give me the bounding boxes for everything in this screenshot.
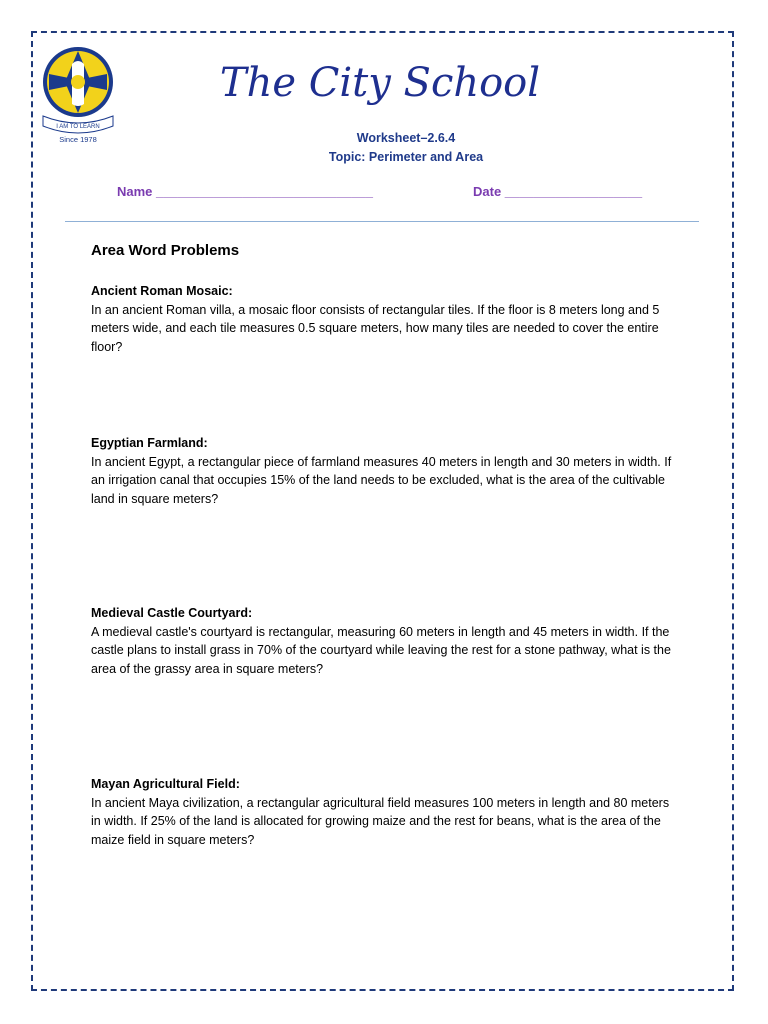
worksheet-topic: Topic: Perimeter and Area bbox=[328, 150, 484, 164]
header-divider bbox=[65, 221, 699, 222]
problem-title: Mayan Agricultural Field: bbox=[91, 777, 240, 791]
date-field: Date ___________________ bbox=[473, 184, 643, 199]
problem-text: A medieval castle's courtyard is rectangular, measuring 60 meters in length and 45 meters in width. If the castle plans to install grass in 70% of the courtyard while leaving the rest for a stone pathway, what is the area of the grassy area in square meters? bbox=[91, 624, 671, 676]
problem-title: Egyptian Farmland: bbox=[91, 436, 208, 450]
problem-item bbox=[91, 604, 681, 678]
worksheet-number: Worksheet–2.6.4 bbox=[356, 131, 456, 145]
problem-title: Medieval Castle Courtyard: bbox=[91, 606, 253, 620]
name-field: Name ______________________________ bbox=[117, 184, 373, 199]
problem-title: Ancient Roman Mosaic: bbox=[91, 284, 233, 298]
problem-item bbox=[91, 282, 681, 356]
problem-item bbox=[91, 434, 681, 508]
school-logo bbox=[39, 44, 117, 148]
problem-item bbox=[91, 775, 681, 849]
problem-text: In ancient Egypt, a rectangular piece of farmland measures 40 meters in length and 30 meters in width. If an irrigation canal that occupies 15% of the land needs to be excluded, what is the area of the cultivable land in square meters? bbox=[91, 454, 672, 506]
problem-text: In ancient Maya civilization, a rectangular agricultural field measures 100 meters in length and 80 meters in width. If 25% of the land is allocated for growing maize and the rest for beans, what is the area of the maize field in square meters? bbox=[91, 795, 670, 847]
problem-text: In an ancient Roman villa, a mosaic floor consists of rectangular tiles. If the floor is 8 meters long and 5 meters wide, and each tile measures 0.5 square meters, how many tiles are needed to cover the entire floor? bbox=[91, 302, 660, 354]
logo-motto: I AM TO LEARN bbox=[56, 124, 100, 130]
logo-since: Since 1978 bbox=[59, 135, 97, 144]
section-title: Area Word Problems bbox=[91, 242, 240, 259]
school-name: The City School bbox=[219, 60, 541, 106]
